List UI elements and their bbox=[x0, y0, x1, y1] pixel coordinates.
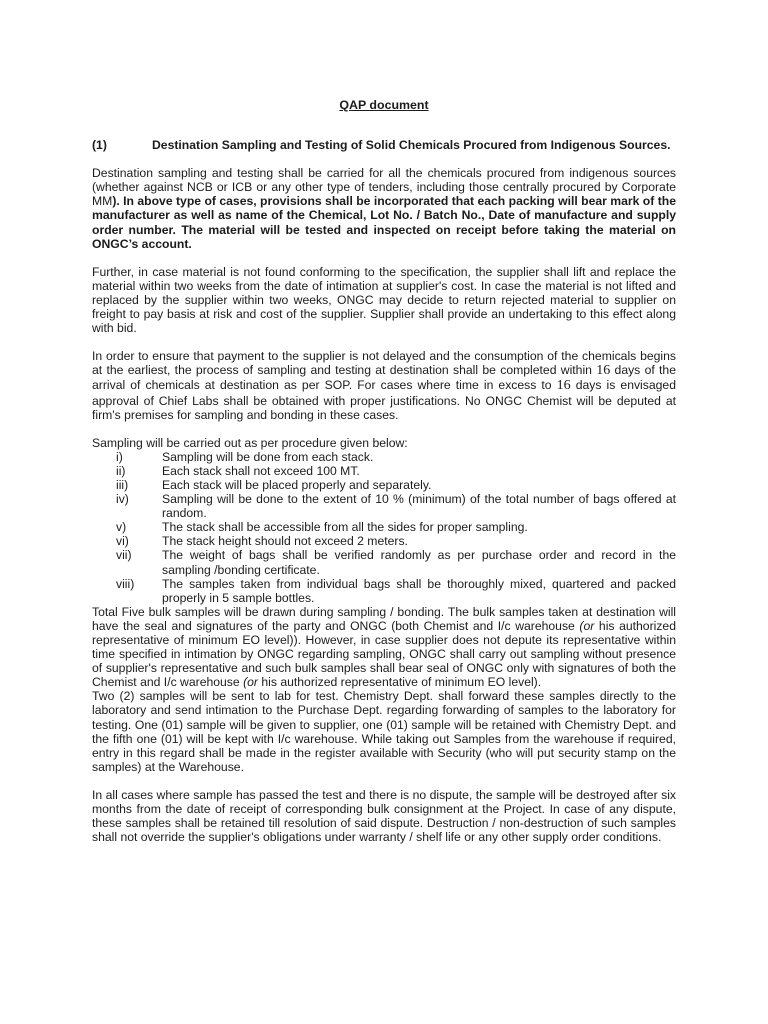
list-item-number: vi) bbox=[116, 534, 129, 549]
list-item-text: Each stack shall not exceed 100 MT. bbox=[162, 463, 360, 478]
section-heading-text: Destination Sampling and Testing of Solid Chemicals Procured from Indigenous Sources. bbox=[152, 138, 671, 153]
list-item bbox=[92, 450, 676, 464]
list-item-number: iv) bbox=[116, 492, 129, 507]
list-item-text: Sampling will be done to the extent of 10 % (minimum) of the total number of bags offered at random. bbox=[162, 492, 676, 521]
list-item-number: i) bbox=[116, 449, 123, 464]
paragraph-1-part-a: Destination sampling and testing shall be carried for all the chemicals procured from indigenous sources (whether against NCB or ICB or any other type of tenders, including those centrally procured by Corporate MM bbox=[92, 166, 676, 209]
paragraph-6: In all cases where sample has passed the test and there is no dispute, the sample will be destroyed after six months from the date of receipt of corresponding bulk consignment at the Project. In case of any dispute, these samples shall be retained till resolution of said dispute. Destruction / non-destruction of such samples shall not override the supplier's obligations under warranty / shelf life or any other supply order conditions. bbox=[92, 787, 676, 845]
list-item-number: vii) bbox=[116, 548, 132, 563]
list-item bbox=[92, 520, 676, 534]
list-item bbox=[92, 577, 676, 605]
list-item bbox=[92, 478, 676, 492]
list-item-text: Each stack will be placed properly and separately. bbox=[162, 477, 432, 492]
list-item-text: The stack height should not exceed 2 meters. bbox=[162, 534, 408, 549]
list-item-number: iii) bbox=[116, 477, 129, 492]
paragraph-3-part-c: days is envisaged approval of Chief Labs shall be obtained with proper justifications. No ONGC Chemist will be deputed at firm's premises for sampling and bonding in these cases. bbox=[92, 378, 676, 422]
paragraph-4-part-a: Total Five bulk samples will be drawn during sampling / bonding. The bulk samples taken at destination will have the seal and signatures of the party and ONGC (both Chemist and I/c warehouse bbox=[92, 604, 676, 633]
paragraph-3 bbox=[92, 349, 676, 421]
days-value: 16 bbox=[556, 378, 571, 394]
paragraph-4-italic: (or bbox=[579, 618, 595, 633]
paragraph-4-italic: (or bbox=[243, 675, 258, 690]
list-intro: Sampling will be carried out as per procedure given below: bbox=[92, 435, 408, 450]
list-item-number: viii) bbox=[116, 576, 135, 591]
list-item bbox=[92, 548, 676, 576]
paragraph-4 bbox=[92, 605, 676, 690]
list-item-text: The samples taken from individual bags shall be thoroughly mixed, quartered and packed properly in 5 sample bottles. bbox=[162, 576, 676, 605]
section-heading bbox=[92, 138, 676, 152]
paragraph-4-part-e: his authorized representative of minimum EO level). bbox=[257, 675, 542, 690]
paragraph-1 bbox=[92, 166, 676, 251]
list-item bbox=[92, 534, 676, 548]
section-number: (1) bbox=[92, 138, 107, 153]
paragraph-5: Two (2) samples will be sent to lab for test. Chemistry Dept. shall forward these samples directly to the laboratory and send intimation to the Purchase Dept. regarding forwarding of samples to the laboratory for testing. One (01) sample will be given to supplier, one (01) sample will be retained with Chemistry Dept. and the fifth one (01) will be kept with I/c warehouse. While taking out Samples from the warehouse if required, entry in this regard shall be made in the register available with Security (who will put security stamp on the samples) at the Warehouse. bbox=[92, 689, 676, 774]
paragraph-1-part-b: ). In above type of cases, provisions shall be incorporated that each packing will bear mark of the manufacturer as well as name of the Chemical, Lot No. / Batch No., Date of manufacture and supply order number. The material will be tested and inspected on receipt before taking the material on ONGC’s account. bbox=[92, 194, 676, 251]
paragraph-3-part-a: In order to ensure that payment to the supplier is not delayed and the consumption of the chemicals begins at the earliest, the process of sampling and testing at destination shall be completed within bbox=[92, 349, 676, 378]
document-title: QAP document bbox=[339, 98, 429, 112]
list-item-number: ii) bbox=[116, 463, 126, 478]
list-item-text: Sampling will be done from each stack. bbox=[162, 449, 374, 464]
paragraph-2: Further, in case material is not found conforming to the specification, the supplier shall lift and replace the material within two weeks from the date of intimation at supplier's cost. In case the material is not lifted and replaced by the supplier within two weeks, ONGC may decide to return rejected material to supplier on freight to pay basis at risk and cost of the supplier. Supplier shall provide an undertaking to this effect along with bid. bbox=[92, 264, 676, 336]
list-item-text: The weight of bags shall be verified randomly as per purchase order and record in the sampling /bonding certificate. bbox=[162, 548, 676, 577]
paragraph-3-part-b: days of the arrival of chemicals at destination as per SOP. For cases where time in excess to bbox=[92, 363, 676, 393]
procedure-list bbox=[92, 450, 676, 605]
list-item bbox=[92, 492, 676, 520]
paragraph-4-part-c: his authorized representative of minimum EO level)). However, in case supplier does not depute its representative within time specified in intimation by ONGC regarding sampling, ONGC shall carry out sampling without presence of supplier's representative and such bulk samples shall bear seal of ONGC only with signatures of both the Chemist and I/c warehouse bbox=[92, 618, 676, 690]
days-value: 16 bbox=[596, 363, 611, 379]
list-item bbox=[92, 464, 676, 478]
list-item-number: v) bbox=[116, 520, 127, 535]
list-item-text: The stack shall be accessible from all the sides for proper sampling. bbox=[162, 520, 528, 535]
